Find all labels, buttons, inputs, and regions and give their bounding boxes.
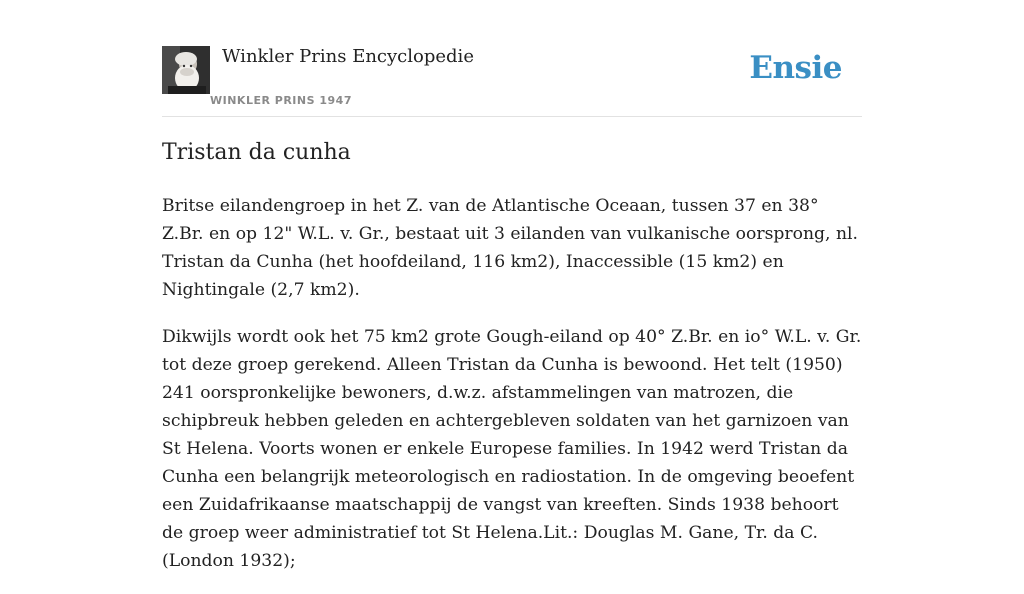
ensie-logo[interactable]: Ensie [749,50,842,86]
portrait-image [162,46,210,94]
publication-header [162,44,862,117]
article-body [162,192,862,594]
article-title: Tristan da cunha [162,140,351,165]
publication-title[interactable]: Winkler Prins Encyclopedie [222,46,474,67]
publication-subtitle: WINKLER PRINS 1947 [210,94,352,107]
article-paragraph: Dikwijls wordt ook het 75 km2 grote Gough-eiland op 40° Z.Br. en io° W.L. v. Gr. tot deze groep gerekend. Alleen Tristan da Cunha is bewoond. Het telt (1950) 241 oorspronkelijke bewoners, d.w.z. afstammelingen van matrozen, die schipbreuk hebben geleden en achtergebleven soldaten van het garnizoen van St Helena. Voorts wonen er enkele Europese families. In 1942 werd Tristan da Cunha een belangrijk meteorologisch en radiostation. In de omgeving beoefent een Zuidafrikaanse maatschappij de vangst van kreeften. Sinds 1938 behoort de groep weer administratief tot St Helena.Lit.: Douglas M. Gane, Tr. da C. (London 1932); [162,327,862,571]
article-paragraph: Britse eilandengroep in het Z. van de Atlantische Oceaan, tussen 37 en 38° Z.Br. en op 12" W.L. v. Gr., bestaat uit 3 eilanden van vulkanische oorsprong, nl. Tristan da Cunha (het hoofdeiland, 116 km2), Inaccessible (15 km2) en Nightingale (2,7 km2). [162,196,859,300]
author-avatar[interactable] [162,46,210,94]
